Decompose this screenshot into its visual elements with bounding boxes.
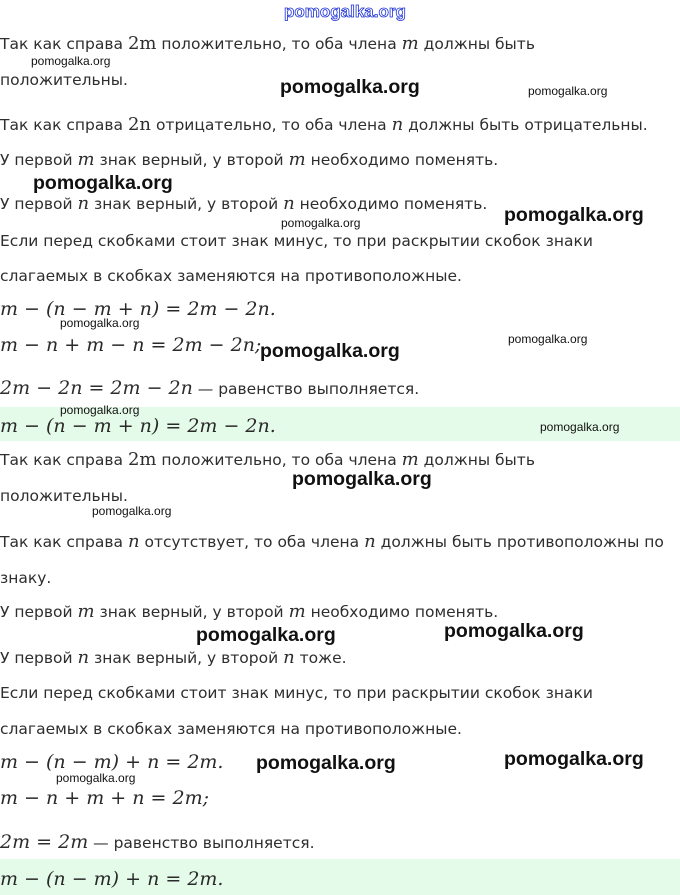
text: отсутствует, то оба члена xyxy=(139,533,365,551)
watermark: pomogalka.org xyxy=(508,332,588,346)
watermark: pomogalka.org xyxy=(60,403,140,417)
equation: 2m − 2n = 2m − 2n xyxy=(0,377,193,399)
math-variable: m xyxy=(401,33,419,54)
text: должны быть отрицательны. xyxy=(403,116,648,134)
text: знак верный, у второй xyxy=(89,195,284,213)
equation: m − (n − m + n) = 2m − 2n. xyxy=(0,298,276,320)
watermark: pomogalka.org xyxy=(33,172,173,194)
site-logo[interactable]: pomogalka.org xyxy=(284,2,406,21)
text: положительно, то оба члена xyxy=(156,451,402,469)
text: необходимо поменять. xyxy=(294,195,488,213)
text: У первой xyxy=(0,649,78,667)
explanation-line: положительны. xyxy=(0,487,128,505)
math-variable: n xyxy=(283,647,295,668)
watermark: pomogalka.org xyxy=(92,504,172,518)
explanation-line xyxy=(0,450,535,470)
math-variable: m xyxy=(288,601,306,622)
math-variable: m xyxy=(77,601,95,622)
text: Так как справа xyxy=(0,533,128,551)
explanation-line: положительны. xyxy=(0,71,128,89)
text: Так как справа xyxy=(0,35,128,53)
watermark: pomogalka.org xyxy=(256,752,396,774)
text: отрицательно, то оба члена xyxy=(151,116,392,134)
watermark: pomogalka.org xyxy=(444,620,584,642)
equation-check xyxy=(0,378,419,399)
explanation-line xyxy=(0,194,487,214)
explanation-line: Если перед скобками стоит знак минус, то при раскрытии скобок знаки xyxy=(0,684,593,702)
equation-check xyxy=(0,832,315,853)
explanation-line xyxy=(0,648,347,668)
math-term: 2n xyxy=(127,114,152,135)
text: У первой xyxy=(0,195,78,213)
text: знак верный, у второй xyxy=(94,603,289,621)
watermark: pomogalka.org xyxy=(60,316,140,330)
watermark: pomogalka.org xyxy=(292,468,432,490)
math-variable: n xyxy=(391,114,404,135)
explanation-line xyxy=(0,532,664,552)
watermark: pomogalka.org xyxy=(281,216,361,230)
watermark: pomogalka.org xyxy=(280,76,420,98)
explanation-line: слагаемых в скобках заменяются на противоположные. xyxy=(0,720,462,738)
math-variable: m xyxy=(77,149,95,170)
watermark: pomogalka.org xyxy=(56,771,136,785)
explanation-line: Если перед скобками стоит знак минус, то при раскрытии скобок знаки xyxy=(0,232,593,250)
text: положительно, то оба члена xyxy=(156,35,402,53)
text: У первой xyxy=(0,151,78,169)
text: должны быть противоположны по xyxy=(375,533,664,551)
text: Так как справа xyxy=(0,116,128,134)
math-term: 2m xyxy=(127,33,157,54)
equation: m − n + m + n = 2m; xyxy=(0,787,210,809)
answer-equation: m − (n − m + n) = 2m − 2n. xyxy=(0,415,276,437)
math-term: 2m xyxy=(127,449,157,470)
math-variable: n xyxy=(283,193,295,214)
explanation-line xyxy=(0,34,535,54)
explanation-line: знаку. xyxy=(0,569,52,587)
watermark: pomogalka.org xyxy=(528,84,608,98)
answer-equation: m − (n − m) + n = 2m. xyxy=(0,868,224,890)
equation: 2m = 2m xyxy=(0,831,89,853)
equation: m − (n − m) + n = 2m. xyxy=(0,751,224,773)
explanation-line: слагаемых в скобках заменяются на противоположные. xyxy=(0,267,462,285)
text: тоже. xyxy=(294,649,347,667)
watermark: pomogalka.org xyxy=(31,54,111,68)
watermark: pomogalka.org xyxy=(196,624,336,646)
math-variable: n xyxy=(127,531,140,552)
text: — равенство выполняется. xyxy=(192,380,420,398)
text: — равенство выполняется. xyxy=(88,834,315,852)
text: знак верный, у второй xyxy=(94,151,289,169)
math-variable: n xyxy=(77,193,90,214)
text: необходимо поменять. xyxy=(305,603,499,621)
text: должны быть xyxy=(418,451,535,469)
equation: m − n + m − n = 2m − 2n; xyxy=(0,334,262,356)
text: необходимо поменять. xyxy=(305,151,499,169)
watermark: pomogalka.org xyxy=(260,340,400,362)
text: должны быть xyxy=(418,35,535,53)
math-variable: m xyxy=(401,449,419,470)
watermark: pomogalka.org xyxy=(504,748,644,770)
text: Так как справа xyxy=(0,451,128,469)
text: У первой xyxy=(0,603,78,621)
math-variable: n xyxy=(364,531,376,552)
explanation-line xyxy=(0,150,498,170)
math-variable: m xyxy=(288,149,306,170)
explanation-line xyxy=(0,115,648,135)
math-variable: n xyxy=(77,647,90,668)
watermark: pomogalka.org xyxy=(504,204,644,226)
watermark: pomogalka.org xyxy=(540,420,620,434)
text: знак верный, у второй xyxy=(89,649,284,667)
explanation-line xyxy=(0,602,498,622)
